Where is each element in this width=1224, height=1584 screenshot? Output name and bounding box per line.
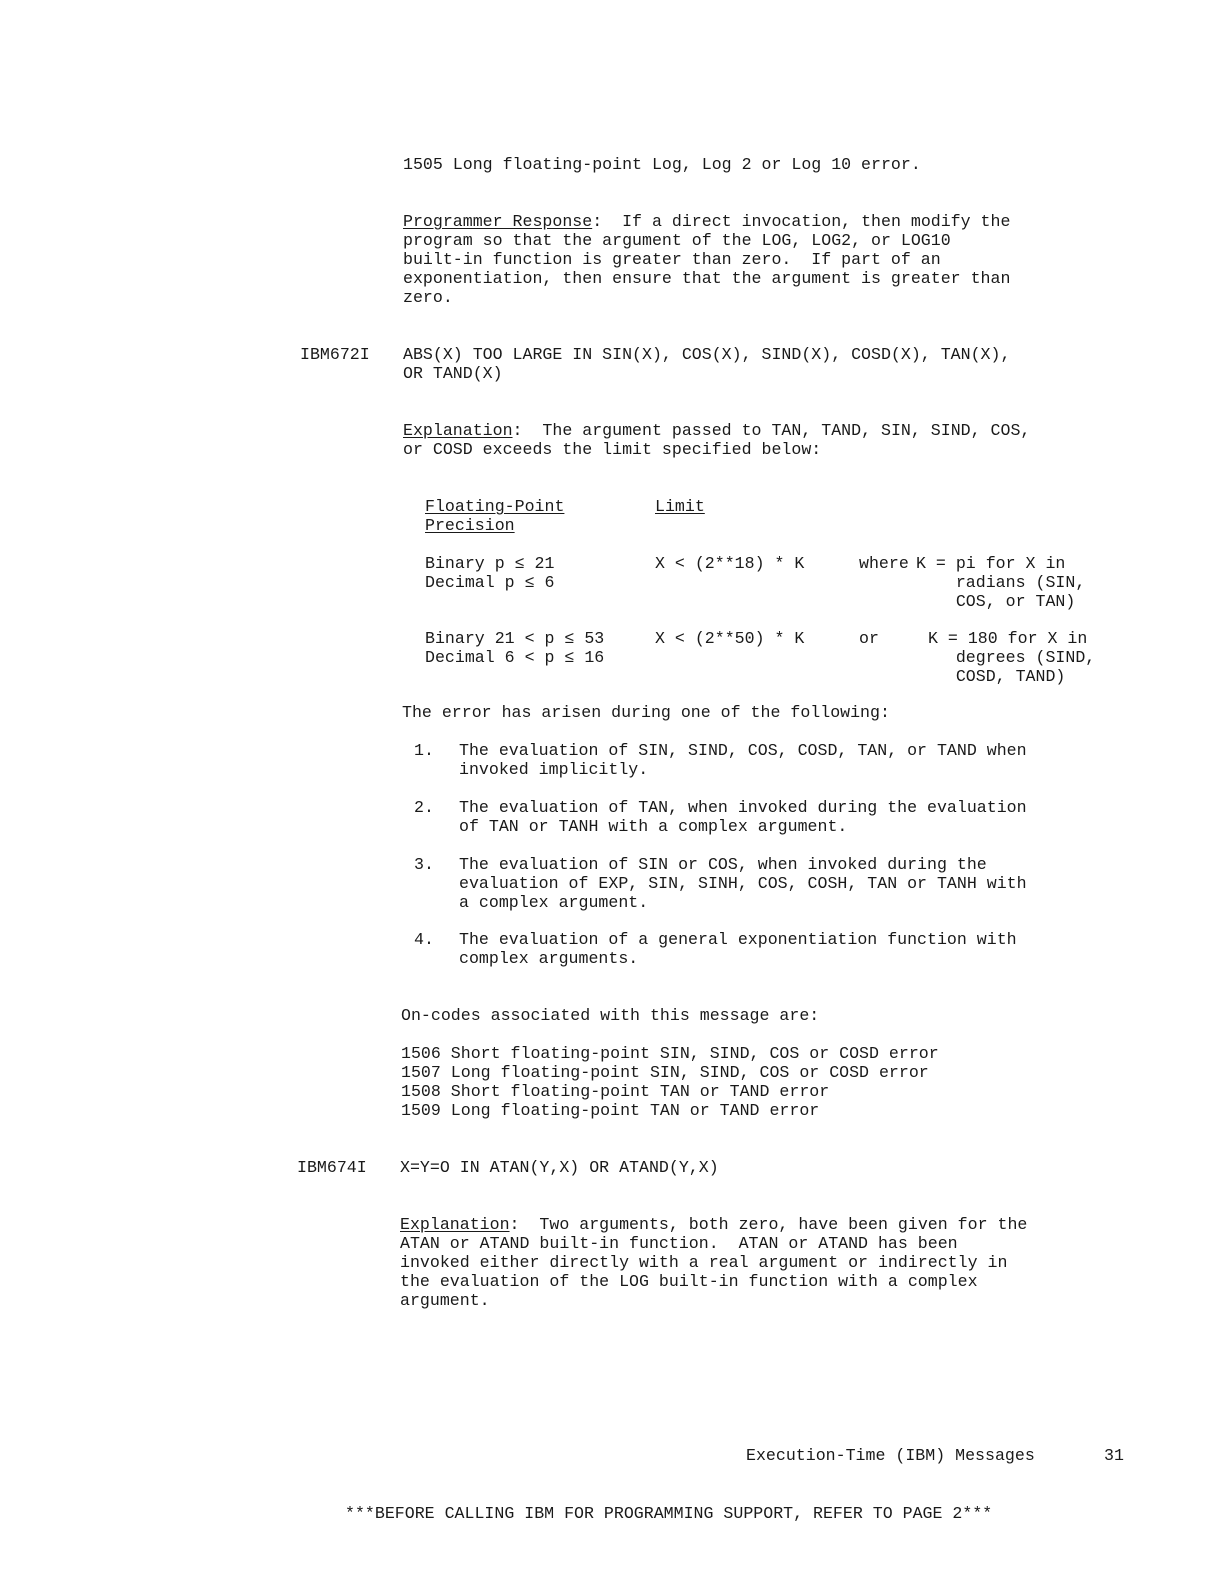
oncode-line: 1508 Short floating-point TAN or TAND error — [401, 1082, 830, 1101]
explanation-label: Explanation — [403, 421, 513, 440]
table-header-precision: Floating-Point — [425, 497, 565, 516]
note-cell: K = pi for X in — [916, 554, 1066, 573]
explanation-label: Explanation — [400, 1215, 510, 1234]
limit-cell: X < (2**18) * K — [655, 554, 805, 573]
support-notice: ***BEFORE CALLING IBM FOR PROGRAMMING SUPPORT, REFER TO PAGE 2*** — [345, 1504, 993, 1523]
list-item: The evaluation of SIN or COS, when invoked during the — [459, 855, 987, 874]
note-cell: K = 180 for X in — [928, 629, 1088, 648]
response-line: exponentiation, then ensure that the argument is greater than — [403, 269, 1011, 288]
page-number: 31 — [1104, 1446, 1124, 1465]
connector-cell: where — [859, 554, 909, 573]
list-number: 2. — [414, 798, 434, 817]
limit-cell: X < (2**50) * K — [655, 629, 805, 648]
response-line: program so that the argument of the LOG, LOG2, or LOG10 — [403, 231, 951, 250]
list-item: of TAN or TANH with a complex argument. — [459, 817, 848, 836]
precision-cell: Binary 21 < p ≤ 53 — [425, 629, 605, 648]
connector-cell: or — [859, 629, 879, 648]
message-id-672: IBM672I — [300, 345, 370, 364]
arisen-text: The error has arisen during one of the following: — [402, 703, 890, 722]
list-item: The evaluation of a general exponentiation function with — [459, 930, 1017, 949]
explanation-line: argument. — [400, 1291, 490, 1310]
oncode-line: 1509 Long floating-point TAN or TAND error — [401, 1101, 820, 1120]
message-id-674: IBM674I — [297, 1158, 367, 1177]
oncode-line: 1507 Long floating-point SIN, SIND, COS or COSD error — [401, 1063, 929, 1082]
table-header-limit: Limit — [655, 497, 705, 516]
list-number: 4. — [414, 930, 434, 949]
list-item: evaluation of EXP, SIN, SINH, COS, COSH, TAN or TANH with — [459, 874, 1027, 893]
message-title-672: ABS(X) TOO LARGE IN SIN(X), COS(X), SIND(X), COSD(X), TAN(X), — [403, 345, 1011, 364]
list-item: a complex argument. — [459, 893, 649, 912]
response-line: : If a direct invocation, then modify the — [592, 212, 1011, 231]
precision-cell: Decimal 6 < p ≤ 16 — [425, 648, 605, 667]
note-cell: radians (SIN, — [916, 573, 1086, 592]
explanation-line: ATAN or ATAND built-in function. ATAN or ATAND has been — [400, 1234, 958, 1253]
precision-cell: Decimal p ≤ 6 — [425, 573, 555, 592]
explanation-672 — [403, 421, 1030, 440]
explanation-line: or COSD exceeds the limit specified below: — [403, 440, 822, 459]
oncodes-intro: On-codes associated with this message are: — [401, 1006, 820, 1025]
note-cell: degrees (SIND, — [916, 648, 1096, 667]
list-number: 3. — [414, 855, 434, 874]
list-item: complex arguments. — [459, 949, 639, 968]
response-line: built-in function is greater than zero. If part of an — [403, 250, 941, 269]
oncode-1505: 1505 Long floating-point Log, Log 2 or Log 10 error. — [403, 155, 921, 174]
programmer-response-label: Programmer Response — [403, 212, 593, 231]
explanation-line: : Two arguments, both zero, have been given for the — [509, 1215, 1028, 1234]
table-header-precision-line2: Precision — [425, 516, 515, 535]
programmer-response — [403, 212, 1010, 231]
list-item: The evaluation of TAN, when invoked during the evaluation — [459, 798, 1027, 817]
explanation-line: invoked either directly with a real argument or indirectly in — [400, 1253, 1008, 1272]
response-line: zero. — [403, 288, 453, 307]
footer-section-title: Execution-Time (IBM) Messages — [746, 1446, 1035, 1465]
precision-cell: Binary p ≤ 21 — [425, 554, 555, 573]
explanation-line: the evaluation of the LOG built-in function with a complex — [400, 1272, 978, 1291]
list-item: invoked implicitly. — [459, 760, 649, 779]
message-title-672-line2: OR TAND(X) — [403, 364, 503, 383]
oncode-line: 1506 Short floating-point SIN, SIND, COS or COSD error — [401, 1044, 939, 1063]
note-cell: COSD, TAND) — [916, 667, 1066, 686]
list-item: The evaluation of SIN, SIND, COS, COSD, TAN, or TAND when — [459, 741, 1027, 760]
list-number: 1. — [414, 741, 434, 760]
note-cell: COS, or TAN) — [916, 592, 1076, 611]
explanation-line: : The argument passed to TAN, TAND, SIN, SIND, COS, — [512, 421, 1031, 440]
message-title-674: X=Y=O IN ATAN(Y,X) OR ATAND(Y,X) — [400, 1158, 719, 1177]
explanation-674 — [400, 1215, 1027, 1234]
